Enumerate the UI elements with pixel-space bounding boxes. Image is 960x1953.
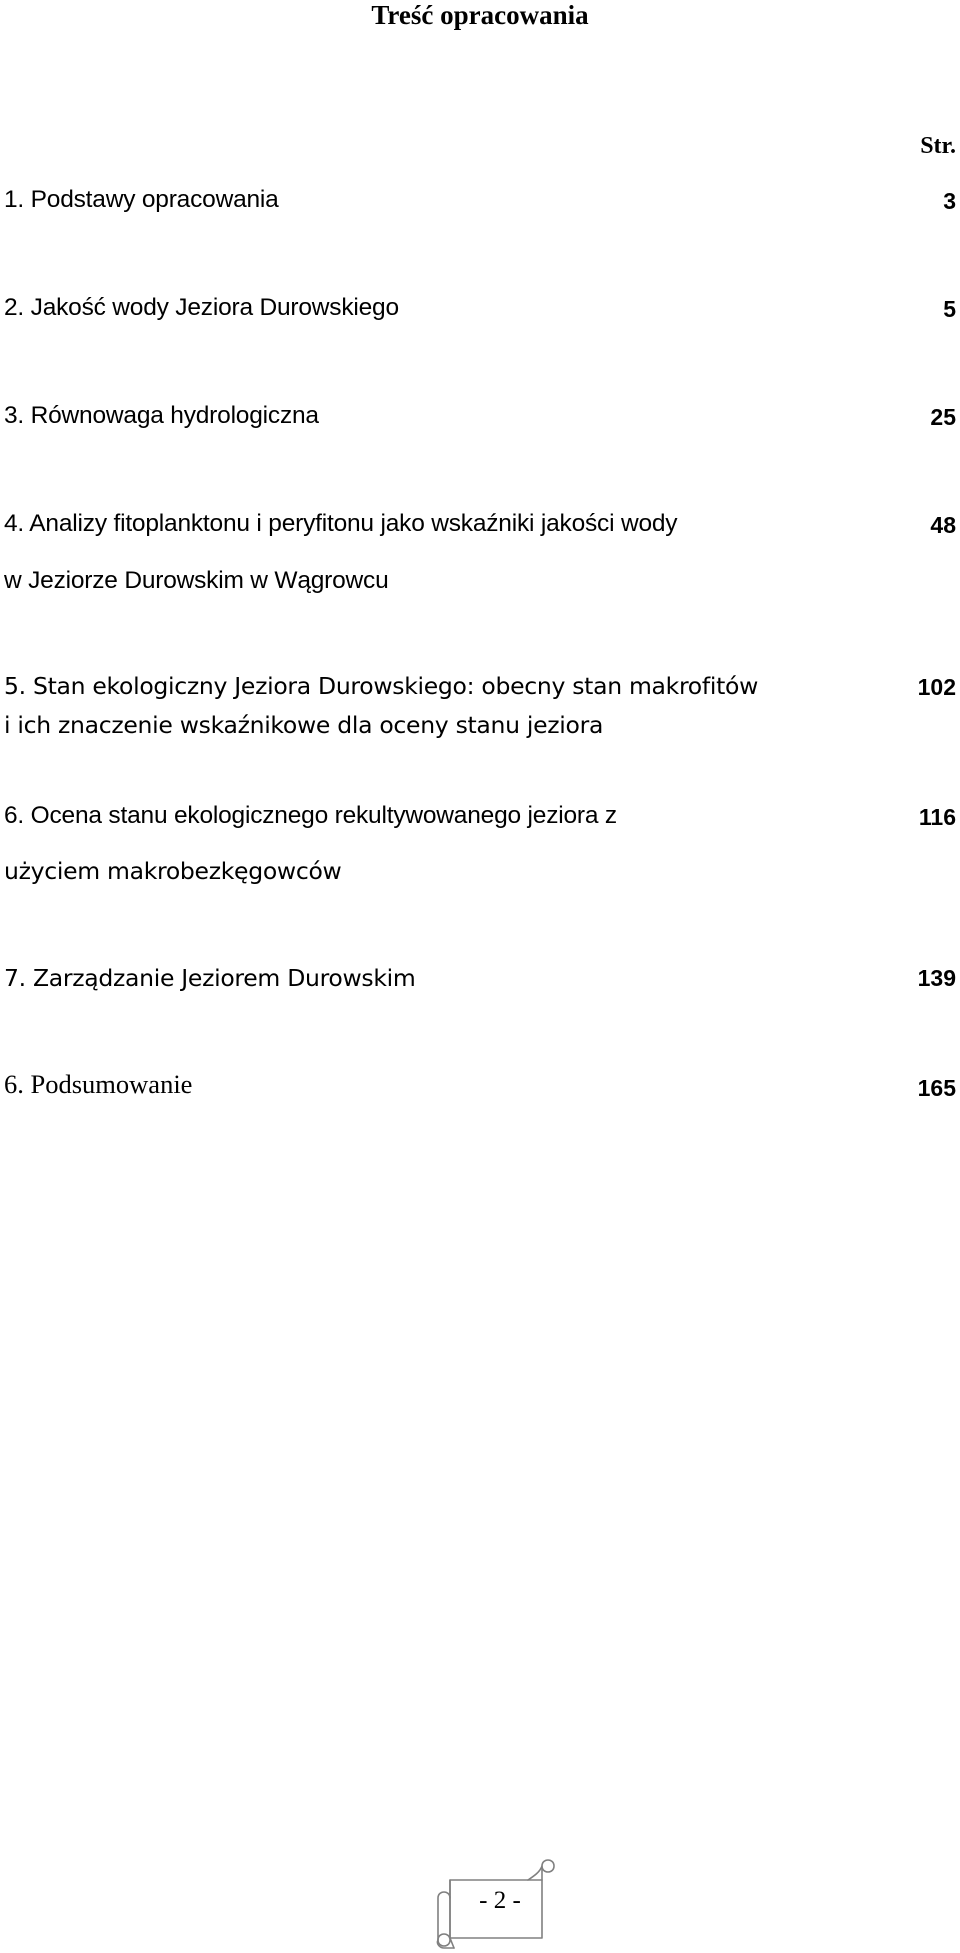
page-column-label: Str.	[920, 133, 956, 159]
toc-entry-6-title-line-1: 6. Ocena stanu ekologicznego rekultywowanego jeziora z	[4, 802, 617, 829]
toc-entry-3-title: 3. Równowaga hydrologiczna	[4, 402, 319, 429]
toc-entry-4-title-line-1: 4. Analizy fitoplanktonu i peryfitonu jako wskaźniki jakości wody	[4, 510, 678, 537]
toc-entry-7-page: 139	[917, 965, 956, 991]
toc-entry-5-page: 102	[917, 674, 956, 700]
toc-entry-1-page: 3	[943, 188, 956, 214]
toc-entry-8-title: 6. Podsumowanie	[4, 1069, 193, 1099]
toc-entry-2-page: 5	[943, 296, 956, 322]
page-title: Treść opracowania	[371, 0, 589, 30]
toc-entry-6-title-line-2: użyciem makrobezkęgowców	[4, 857, 342, 885]
toc-entry-5-title-line-2: i ich znaczenie wskaźnikowe dla oceny stanu jeziora	[4, 711, 604, 739]
footer-page-number: - 2 -	[479, 1887, 521, 1914]
toc-entry-7-title: 7. Zarządzanie Jeziorem Durowskim	[4, 964, 416, 992]
toc-entry-4-title-line-2: w Jeziorze Durowskim w Wągrowcu	[4, 567, 389, 594]
toc-entry-8-page: 165	[917, 1075, 956, 1101]
toc-entry-4-page: 48	[930, 512, 956, 538]
toc-entry-2-title: 2. Jakość wody Jeziora Durowskiego	[4, 294, 399, 321]
toc-entry-5-title-line-1: 5. Stan ekologiczny Jeziora Durowskiego: obecny stan makrofitów	[4, 672, 758, 700]
toc-entry-1-title: 1. Podstawy opracowania	[4, 186, 279, 213]
toc-entry-3-page: 25	[930, 404, 956, 430]
toc-entry-6-page: 116	[918, 804, 956, 830]
